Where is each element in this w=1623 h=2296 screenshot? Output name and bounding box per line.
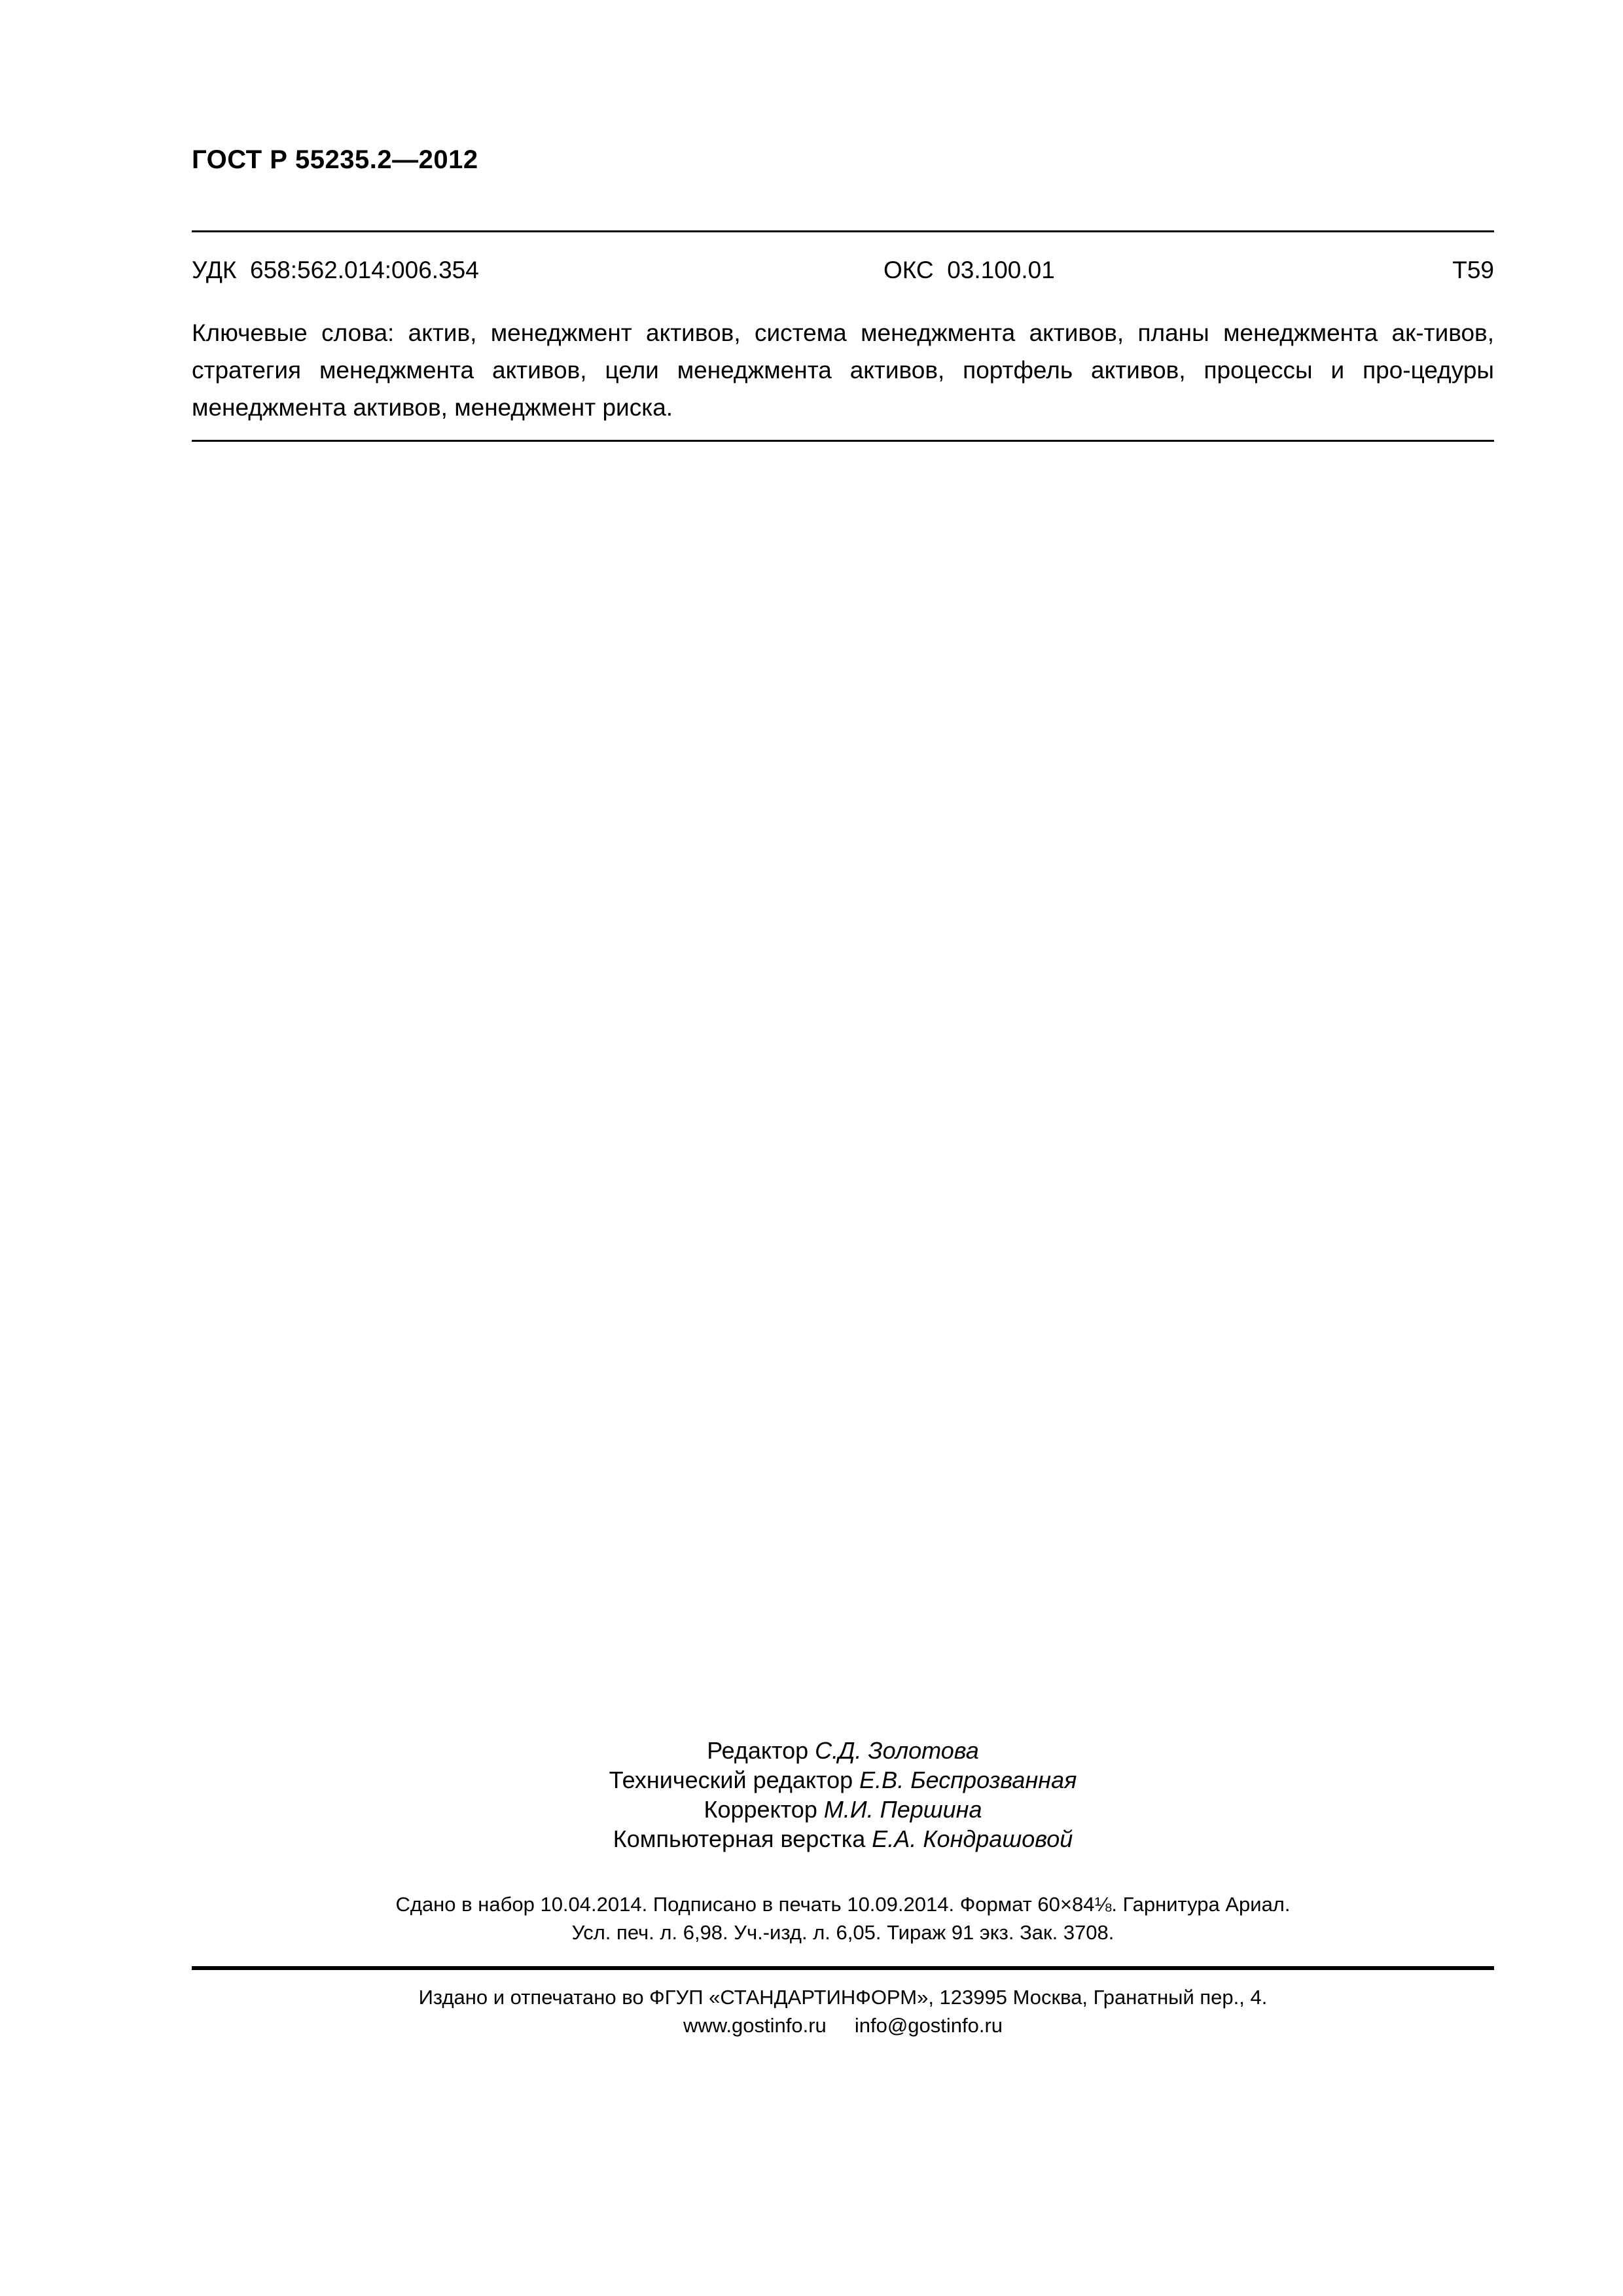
- group-code: Т59: [1452, 257, 1494, 283]
- credit-editor: [192, 1736, 1494, 1765]
- print-info: [192, 1890, 1494, 1946]
- middle-divider: [192, 440, 1494, 442]
- credits-block: [192, 1736, 1494, 1854]
- credit-role: Корректор: [704, 1796, 817, 1823]
- credit-tech-editor: [192, 1765, 1494, 1795]
- credit-name: Е.А. Кондрашовой: [872, 1825, 1073, 1852]
- oks-code: ОКС 03.100.01: [883, 257, 1055, 283]
- standard-number: ГОСТ Р 55235.2—2012: [192, 145, 478, 174]
- bottom-divider: [192, 1966, 1494, 1970]
- credit-role: Технический редактор: [609, 1767, 853, 1793]
- credit-role: Компьютерная верстка: [613, 1825, 866, 1852]
- print-info-line-2: Усл. печ. л. 6,98. Уч.-изд. л. 6,05. Тираж 91 экз. Зак. 3708.: [571, 1921, 1115, 1944]
- publisher-info: [192, 1983, 1494, 2039]
- credit-corrector: [192, 1795, 1494, 1824]
- classification-row: [192, 257, 1494, 289]
- publisher-line-1: Издано и отпечатано во ФГУП «СТАНДАРТИНФОРМ», 123995 Москва, Гранатный пер., 4.: [418, 1986, 1268, 2009]
- credit-role: Редактор: [707, 1737, 809, 1764]
- keywords-paragraph: Ключевые слова: актив, менеджмент активов, система менеджмента активов, планы менеджмента ак-тивов, стратегия менеджмента активов, цели менеджмента активов, портфель активов, процессы и про-цедуры менеджмента активов, менеджмент риска.: [192, 319, 1494, 421]
- publisher-contacts: www.gostinfo.ru info@gostinfo.ru: [683, 2014, 1003, 2037]
- top-divider: [192, 230, 1494, 232]
- print-info-line-1: Сдано в набор 10.04.2014. Подписано в печать 10.09.2014. Формат 60×84⅛. Гарнитура Ариал.: [395, 1893, 1291, 1916]
- credit-name: С.Д. Золотова: [815, 1737, 979, 1764]
- udk-code: УДК 658:562.014:006.354: [192, 257, 479, 283]
- credit-name: Е.В. Беспрозванная: [859, 1767, 1077, 1793]
- credit-layout: [192, 1824, 1494, 1854]
- credit-name: М.И. Першина: [823, 1796, 982, 1823]
